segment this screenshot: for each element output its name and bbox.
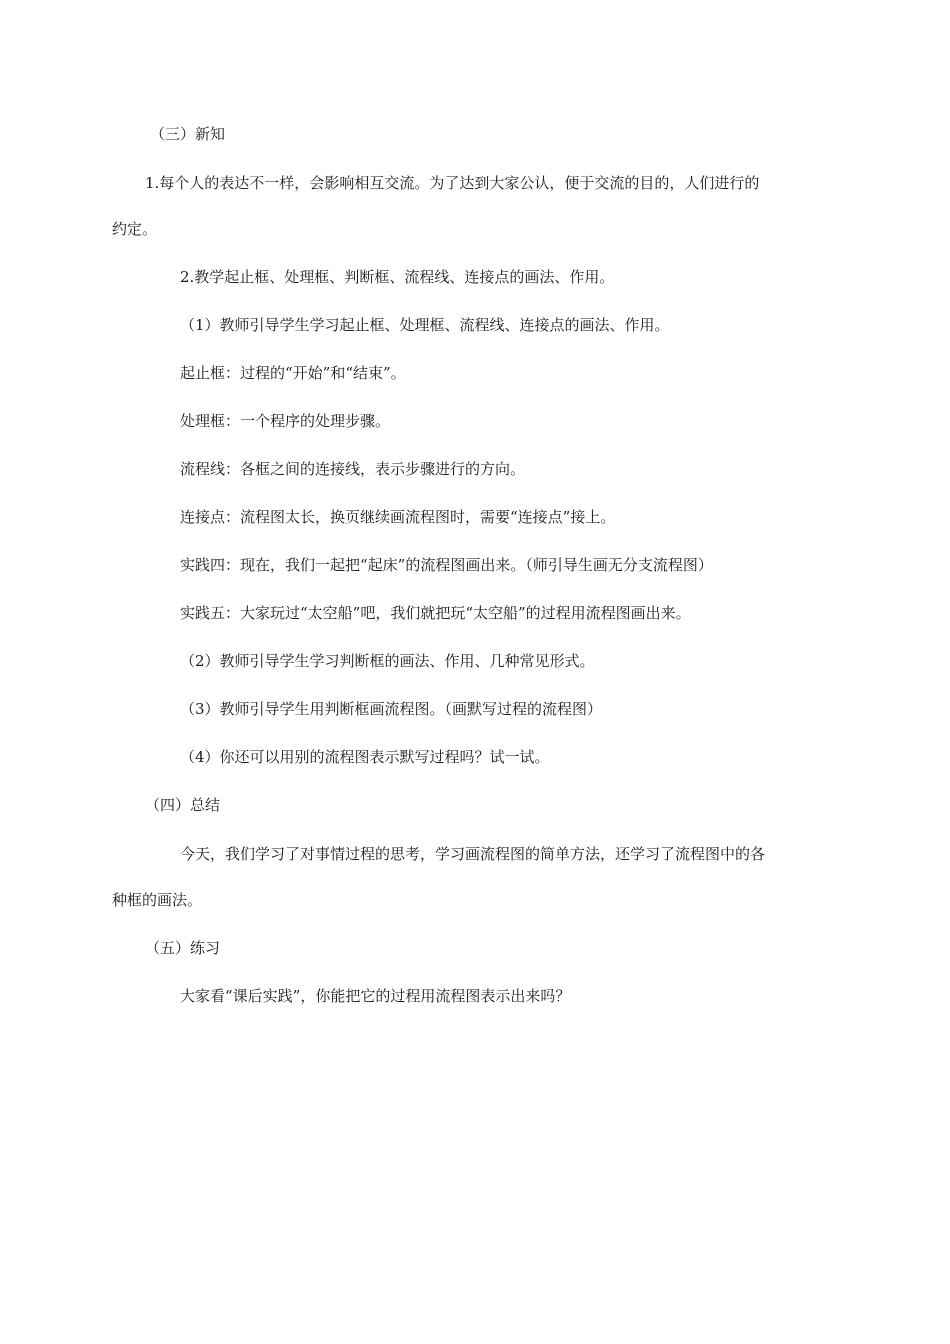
summary-line-1: 今天，我们学习了对事情过程的思考，学习画流程图的简单方法，还学习了流程图中的各: [180, 845, 766, 863]
practice-four: 实践四：现在，我们一起把“起床”的流程图画出来。（师引导生画无分支流程图）: [180, 556, 713, 574]
step-3: （3）教师引导学生用判断框画流程图。（画默写过程的流程图）: [180, 700, 603, 718]
section-heading-summary: （四）总结: [145, 796, 221, 814]
summary-line-2: 种框的画法。: [112, 891, 203, 909]
definition-connector: 连接点：流程图太长，换页继续画流程图时，需要“连接点”接上。: [180, 508, 616, 526]
paragraph-2: 2.教学起止框、处理框、判断框、流程线、连接点的画法、作用。: [180, 268, 615, 286]
definition-start-end-box: 起止框：过程的“开始”和“结束”。: [180, 364, 406, 382]
definition-flow-line: 流程线：各框之间的连接线，表示步骤进行的方向。: [180, 460, 526, 478]
step-4: （4）你还可以用别的流程图表示默写过程吗？试一试。: [180, 748, 550, 766]
step-1: （1）教师引导学生学习起止框、处理框、流程线、连接点的画法、作用。: [180, 316, 670, 334]
exercise-question: 大家看“课后实践”，你能把它的过程用流程图表示出来吗？: [180, 987, 571, 1005]
paragraph-1-line-1: 1.每个人的表达不一样，会影响相互交流。为了达到大家公认，便于交流的目的，人们进行的: [145, 174, 760, 192]
step-2: （2）教师引导学生学习判断框的画法、作用、几种常见形式。: [180, 652, 595, 670]
definition-process-box: 处理框：一个程序的处理步骤。: [180, 412, 391, 430]
section-heading-exercise: （五）练习: [145, 939, 221, 957]
paragraph-1-line-2: 约定。: [112, 220, 158, 238]
practice-five: 实践五：大家玩过“太空船”吧，我们就把玩“太空船”的过程用流程图画出来。: [180, 604, 691, 622]
section-heading-new-knowledge: （三）新知: [150, 125, 226, 143]
